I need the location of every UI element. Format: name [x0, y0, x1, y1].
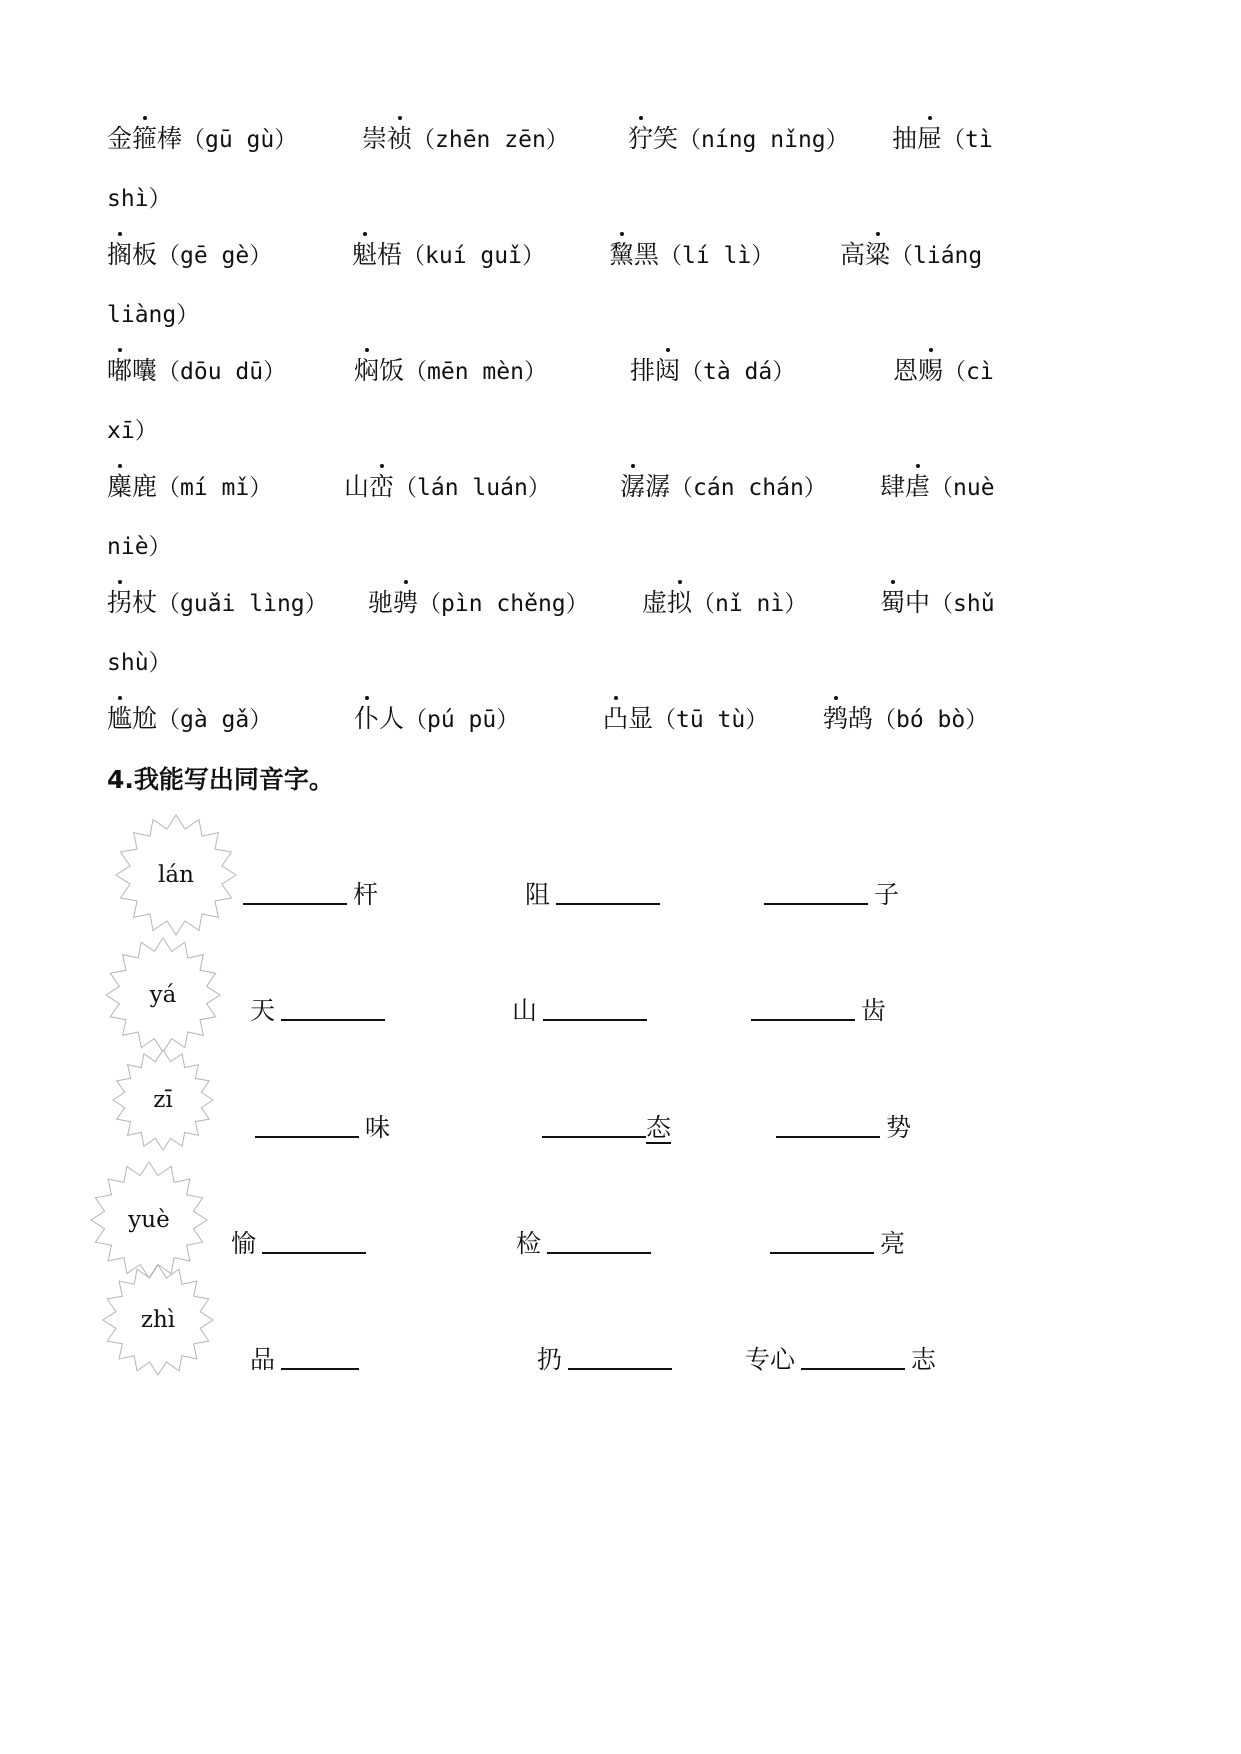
emphasis-dot	[928, 116, 932, 120]
pinyin-options: （gū gù）	[182, 127, 298, 153]
homophone-item	[745, 993, 886, 1026]
emphasis-dot	[639, 116, 643, 120]
word: 嘟囔	[107, 356, 158, 385]
emphasis-dot	[916, 464, 920, 468]
pinyin-continuation: shì）	[107, 186, 172, 212]
homophone-item	[758, 877, 899, 910]
answer-blank[interactable]	[568, 1342, 672, 1370]
given-character: 亮	[880, 1229, 906, 1258]
pronunciation-item	[107, 588, 328, 619]
pronunciation-item	[362, 124, 569, 155]
given-character: 专心	[745, 1345, 796, 1374]
pronunciation-item	[620, 472, 827, 503]
emphasis-dot	[620, 232, 624, 236]
word: 抽屉	[892, 124, 943, 153]
pronunciation-item	[630, 356, 795, 387]
pronunciation-item	[354, 356, 547, 387]
word: 肆虐	[880, 472, 931, 501]
pinyin-continuation: shù）	[107, 650, 172, 676]
pronunciation-item	[352, 240, 545, 271]
word: 魁梧	[352, 240, 403, 269]
word: 金箍棒	[107, 124, 183, 153]
pinyin-prompt: lán	[158, 862, 194, 888]
word: 驰骋	[368, 588, 419, 617]
pinyin-continuation: niè）	[107, 534, 172, 560]
word: 鹁鸪	[823, 704, 874, 733]
emphasis-dot	[118, 232, 122, 236]
pinyin-options: （tà dá）	[680, 359, 796, 385]
word: 麋鹿	[107, 472, 158, 501]
answer-blank[interactable]	[751, 993, 855, 1021]
pinyin-options: （tū tù）	[653, 707, 769, 733]
given-character: 检	[516, 1229, 542, 1258]
word: 山峦	[344, 472, 395, 501]
word: 高粱	[840, 240, 891, 269]
given-character: 势	[886, 1113, 912, 1142]
given-character: 子	[874, 880, 900, 909]
emphasis-dot	[118, 464, 122, 468]
word: 黧黑	[609, 240, 660, 269]
pinyin-options: （lán luán）	[394, 475, 551, 501]
pinyin-continuation: xī）	[107, 418, 158, 444]
emphasis-dot	[363, 232, 367, 236]
pronunciation-item	[354, 704, 519, 735]
pronunciation-item	[107, 704, 272, 735]
answer-blank[interactable]	[764, 877, 868, 905]
answer-blank[interactable]	[281, 993, 385, 1021]
given-character: 品	[250, 1345, 276, 1374]
given-character: 态	[646, 1113, 672, 1142]
pinyin-options: （níng nǐng）	[678, 127, 849, 153]
answer-blank[interactable]	[770, 1226, 874, 1254]
word: 蜀中	[880, 588, 931, 617]
emphasis-dot	[834, 696, 838, 700]
emphasis-dot	[365, 348, 369, 352]
answer-blank[interactable]	[543, 993, 647, 1021]
pinyin-options: （gē gè）	[157, 243, 273, 269]
given-character: 愉	[231, 1229, 257, 1258]
emphasis-dot	[929, 348, 933, 352]
given-character: 山	[512, 996, 538, 1025]
pronunciation-item	[107, 356, 286, 387]
emphasis-dot	[380, 464, 384, 468]
pinyin-options: （kuí guǐ）	[402, 243, 545, 269]
given-character: 阻	[525, 880, 551, 909]
answer-blank[interactable]	[542, 1110, 646, 1138]
pinyin-options: （lí lì）	[659, 243, 775, 269]
pinyin-options: （shǔ	[930, 591, 995, 617]
word: 虚拟	[642, 588, 693, 617]
pronunciation-item	[893, 356, 994, 387]
homophone-item	[516, 1226, 657, 1259]
homophone-item	[537, 1342, 678, 1375]
homophone-item	[237, 877, 378, 910]
section-4-heading: 4.我能写出同音字。	[107, 765, 334, 794]
homophone-item	[249, 1110, 390, 1143]
emphasis-dot	[631, 464, 635, 468]
emphasis-dot	[118, 696, 122, 700]
pinyin-options: （mēn mèn）	[404, 359, 547, 385]
pronunciation-item	[609, 240, 774, 271]
emphasis-dot	[118, 348, 122, 352]
pinyin-continuation: liàng）	[107, 302, 200, 328]
word: 尴尬	[107, 704, 158, 733]
emphasis-dot	[666, 348, 670, 352]
word: 焖饭	[354, 356, 405, 385]
pronunciation-item	[107, 240, 272, 271]
pronunciation-item	[892, 124, 993, 155]
given-character: 志	[911, 1345, 937, 1374]
pinyin-options: （gà gǎ）	[157, 707, 273, 733]
homophone-item	[525, 877, 666, 910]
given-character: 天	[250, 996, 276, 1025]
pronunciation-item	[823, 704, 988, 735]
homophone-item	[231, 1226, 372, 1259]
homophone-item	[770, 1110, 911, 1143]
pinyin-options: （bó bò）	[873, 707, 989, 733]
word: 凸显	[603, 704, 654, 733]
pinyin-prompt: zī	[153, 1087, 173, 1113]
answer-blank[interactable]	[801, 1342, 905, 1370]
pinyin-options: （pú pū）	[404, 707, 520, 733]
pinyin-options: （nuè	[930, 475, 995, 501]
answer-blank[interactable]	[281, 1342, 359, 1370]
pinyin-options: （dōu dū）	[157, 359, 287, 385]
word: 排闼	[630, 356, 681, 385]
homophone-item	[250, 993, 391, 1026]
answer-blank[interactable]	[262, 1226, 366, 1254]
pronunciation-item	[603, 704, 768, 735]
word: 狞笑	[628, 124, 679, 153]
emphasis-dot	[404, 580, 408, 584]
pinyin-options: （liáng	[890, 243, 983, 269]
homophone-item	[536, 1110, 671, 1143]
pronunciation-item	[107, 124, 297, 155]
given-character: 杆	[353, 880, 379, 909]
pinyin-prompt: zhì	[140, 1307, 176, 1333]
pinyin-options: （nǐ nì）	[692, 591, 808, 617]
homophone-item	[512, 993, 653, 1026]
homophone-item	[764, 1226, 905, 1259]
pronunciation-item	[642, 588, 807, 619]
pinyin-prompt: yá	[149, 982, 177, 1008]
word: 崇祯	[362, 124, 413, 153]
word: 潺潺	[620, 472, 671, 501]
pinyin-options: （pìn chěng）	[418, 591, 589, 617]
pronunciation-item	[628, 124, 849, 155]
word: 仆人	[354, 704, 405, 733]
word: 搁板	[107, 240, 158, 269]
emphasis-dot	[118, 580, 122, 584]
emphasis-dot	[891, 580, 895, 584]
emphasis-dot	[143, 116, 147, 120]
answer-blank[interactable]	[255, 1110, 359, 1138]
pinyin-prompt: yuè	[128, 1207, 170, 1233]
given-character: 齿	[861, 996, 887, 1025]
pinyin-options: （cán chán）	[670, 475, 827, 501]
word: 恩赐	[893, 356, 944, 385]
emphasis-dot	[678, 580, 682, 584]
pronunciation-item	[107, 472, 272, 503]
answer-blank[interactable]	[547, 1226, 651, 1254]
given-character: 味	[365, 1113, 391, 1142]
pronunciation-item	[880, 472, 995, 503]
emphasis-dot	[398, 116, 402, 120]
pinyin-options: （guǎi lìng）	[157, 591, 328, 617]
given-character: 扔	[537, 1345, 563, 1374]
pronunciation-item	[880, 588, 995, 619]
emphasis-dot	[876, 232, 880, 236]
pinyin-options: （mí mǐ）	[157, 475, 273, 501]
pronunciation-item	[840, 240, 982, 271]
pinyin-options: （zhēn zēn）	[412, 127, 569, 153]
answer-blank[interactable]	[556, 877, 660, 905]
answer-blank[interactable]	[243, 877, 347, 905]
pronunciation-item	[368, 588, 589, 619]
emphasis-dot	[614, 696, 618, 700]
emphasis-dot	[365, 696, 369, 700]
pronunciation-item	[344, 472, 551, 503]
pinyin-options: （cì	[943, 359, 994, 385]
homophone-item	[250, 1342, 365, 1375]
answer-blank[interactable]	[776, 1110, 880, 1138]
word: 拐杖	[107, 588, 158, 617]
pinyin-options: （tì	[942, 127, 993, 153]
homophone-item	[745, 1342, 936, 1375]
